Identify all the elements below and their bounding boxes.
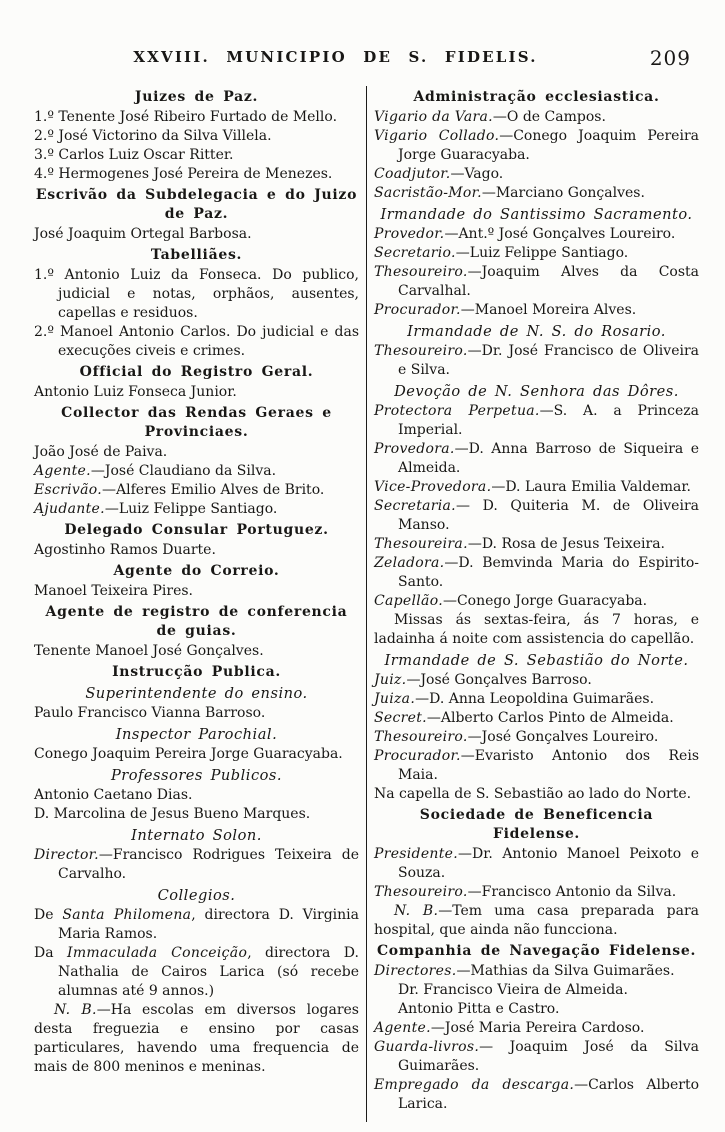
- entry-text: 1.º Antonio Luiz da Fonseca. Do publico, judicial e notas, orphãos, ausentes, capellas e residuos.: [34, 267, 359, 321]
- entry-text: Internato Solon.: [131, 827, 262, 844]
- entry-text: —Ha escolas em diversos logares desta freguezia e ensino por casas particulares, havendo uma frequencia de mais de 800 meninos e meninas.: [34, 1002, 359, 1075]
- entry-role-label: Secret.: [374, 710, 427, 726]
- entry-text: Professores Publicos.: [110, 767, 283, 784]
- entry-line: [34, 266, 359, 323]
- entry-line: [374, 671, 699, 690]
- entry-text: —Manoel Moreira Alves.: [460, 302, 637, 318]
- subsection-heading: [34, 766, 359, 785]
- section-heading: [34, 246, 359, 265]
- entry-role-label: Vigario Collado.: [374, 128, 500, 144]
- entry-text: —D. Anna Leopoldina Guimarães.: [415, 691, 655, 707]
- entry-line: [374, 1076, 699, 1114]
- entry-text: D. Marcolina de Jesus Bueno Marques.: [34, 806, 311, 822]
- entry-text: Antonio Pitta e Castro.: [398, 1001, 560, 1017]
- entry-text: —Mathias da Silva Guimarães.: [456, 963, 675, 979]
- column-right column-divider: [366, 86, 699, 1122]
- entry-text: —Conego Jorge Guaracyaba.: [442, 593, 648, 609]
- entry-line: [34, 642, 359, 661]
- column-left: [34, 86, 366, 1122]
- entry-role-label: Thesoureiro.: [374, 884, 468, 900]
- entry-role-label: Directores.: [374, 963, 457, 979]
- entry-role-label: Capellão.: [374, 593, 443, 609]
- entry-role-label: Vice-Provedora.: [374, 479, 492, 495]
- section-heading: [34, 404, 359, 442]
- entry-text: —Alferes Emilio Alves de Brito.: [102, 482, 325, 498]
- entry-text: Irmandade do Santissimo Sacramento.: [380, 206, 693, 223]
- entry-line: [374, 342, 699, 380]
- subsection-heading: [374, 322, 699, 341]
- entry-line: [34, 481, 359, 500]
- section-heading: [374, 806, 699, 844]
- entry-role-label: Thesoureiro.: [374, 343, 468, 359]
- section-heading: [34, 88, 359, 107]
- entry-text: Tenente Manoel José Gonçalves.: [34, 643, 264, 659]
- entry-line: [374, 981, 699, 1000]
- section-heading: [374, 942, 699, 961]
- entry-role-label: Ajudante.: [34, 501, 105, 517]
- entry-text: Agente de registro de conferencia de guias.: [45, 604, 348, 639]
- entry-role-label: Secretario.: [374, 245, 456, 261]
- entry-role-label: Juiz.: [374, 672, 407, 688]
- entry-text: Agente do Correio.: [113, 563, 280, 579]
- entry-line: [34, 944, 359, 1001]
- entry-line: [374, 263, 699, 301]
- entry-line: [374, 497, 699, 535]
- entry-line: [34, 165, 359, 184]
- entry-text: , directora D. Nathalia de Cairos Larica (só recebe alumnas até 9 annos.): [58, 945, 359, 999]
- entry-line: [374, 478, 699, 497]
- entry-line: [374, 611, 699, 649]
- entry-text: Conego Joaquim Pereira Jorge Guaracyaba.: [34, 746, 343, 762]
- entry-text: —D. Rosa de Jesus Teixeira.: [467, 536, 665, 552]
- entry-role-label: Secretaria.: [374, 498, 456, 514]
- entry-role-label: Provedora.: [374, 441, 455, 457]
- subsection-heading: [34, 886, 359, 905]
- entry-line: [34, 146, 359, 165]
- entry-line: [374, 592, 699, 611]
- entry-text: —José Claudiano da Silva.: [90, 463, 277, 479]
- entry-role-label: Presidente.: [374, 846, 458, 862]
- entry-line: [374, 440, 699, 478]
- entry-text: —José Maria Pereira Cardoso.: [430, 1020, 645, 1036]
- page-title: XXVIII. MUNICIPIO DE S. FIDELIS.: [133, 48, 538, 66]
- entry-line: [374, 301, 699, 320]
- entry-line: [34, 582, 359, 601]
- entry-text: —Dr. José Francisco de Oliveira e Silva.: [398, 343, 699, 378]
- entry-text: Paulo Francisco Vianna Barroso.: [34, 705, 266, 721]
- entry-line: [34, 108, 359, 127]
- entry-text: Escrivão da Subdelegacia e do Juizo de Paz.: [35, 187, 358, 222]
- entry-text: —Tem uma casa preparada para hospital, que ainda não funcciona.: [374, 903, 699, 938]
- entry-text: —José Gonçalves Barroso.: [406, 672, 592, 688]
- two-column-body: [34, 86, 699, 1122]
- entry-line: [374, 728, 699, 747]
- entry-role-label: Director.: [34, 847, 99, 863]
- subsection-heading: [34, 684, 359, 703]
- entry-role-label: Santa Philomena: [62, 907, 192, 923]
- entry-text: —Alberto Carlos Pinto de Almeida.: [426, 710, 674, 726]
- entry-text: —Francisco Antonio da Silva.: [467, 884, 677, 900]
- entry-line: [374, 184, 699, 203]
- entry-text: Irmandade de S. Sebastião do Norte.: [384, 652, 689, 669]
- entry-line: [34, 846, 359, 884]
- entry-line: [34, 323, 359, 361]
- entry-text: —Conego Joaquim Pereira Jorge Guaracyaba.: [398, 128, 699, 163]
- entry-text: , directora D. Virginia Maria Ramos.: [58, 907, 359, 942]
- entry-line: [374, 962, 699, 981]
- entry-text: —O de Campos.: [492, 109, 606, 125]
- entry-text: 3.º Carlos Luiz Oscar Ritter.: [34, 147, 234, 163]
- section-heading: [34, 186, 359, 224]
- entry-text: Juizes de Paz.: [134, 89, 259, 105]
- entry-line: [34, 127, 359, 146]
- entry-text: Administração ecclesiastica.: [413, 89, 660, 105]
- entry-text: —Luiz Felippe Santiago.: [455, 245, 629, 261]
- entry-text: Superintendente do ensino.: [85, 685, 308, 702]
- entry-text: 4.º Hermogenes José Pereira de Menezes.: [34, 166, 333, 182]
- entry-line: [34, 383, 359, 402]
- entry-text: Antonio Luiz Fonseca Junior.: [34, 384, 237, 400]
- entry-line: [374, 709, 699, 728]
- entry-line: [374, 244, 699, 263]
- entry-role-label: Coadjutor.: [374, 166, 451, 182]
- entry-text: —Dr. Antonio Manoel Peixoto e Souza.: [398, 846, 699, 881]
- entry-text: 1.º Tenente José Ribeiro Furtado de Mello.: [34, 109, 338, 125]
- section-heading: [34, 562, 359, 581]
- entry-line: [374, 535, 699, 554]
- entry-role-label: Thesoureiro.: [374, 729, 468, 745]
- entry-text: Devoção de N. Senhora das Dôres.: [394, 383, 679, 400]
- section-heading: [34, 521, 359, 540]
- entry-role-label: Vigario da Vara.: [374, 109, 493, 125]
- entry-line: [374, 108, 699, 127]
- entry-text: —Vago.: [450, 166, 504, 182]
- entry-text: Antonio Caetano Dias.: [34, 787, 193, 803]
- entry-text: Irmandade de N. S. do Rosario.: [407, 323, 666, 340]
- entry-text: —D. Anna Barroso de Siqueira e Almeida.: [398, 441, 699, 476]
- entry-role-label: Zeladora.: [374, 555, 445, 571]
- entry-role-label: Sacristão-Mor.: [374, 185, 482, 201]
- entry-text: —Joaquim Alves da Costa Carvalhal.: [398, 264, 699, 299]
- entry-line: [34, 225, 359, 244]
- entry-text: Collector das Rendas Geraes e Provinciaes.: [61, 405, 332, 440]
- entry-text: Da: [34, 945, 67, 961]
- entry-text: Na capella de S. Sebastião ao lado do Norte.: [374, 786, 692, 802]
- entry-text: —Francisco Rodrigues Teixeira de Carvalho.: [58, 847, 359, 882]
- entry-line: [374, 402, 699, 440]
- entry-text: Dr. Francisco Vieira de Almeida.: [398, 982, 628, 998]
- entry-line: [374, 1019, 699, 1038]
- section-heading: [374, 88, 699, 107]
- entry-text: 2.º Manoel Antonio Carlos. Do judicial e das execuções civeis e crimes.: [34, 324, 359, 359]
- entry-line: [374, 225, 699, 244]
- entry-text: Inspector Parochial.: [115, 726, 278, 743]
- entry-line: [34, 906, 359, 944]
- entry-line: [374, 1038, 699, 1076]
- entry-text: — D. Quiteria M. de Oliveira Manso.: [398, 498, 699, 533]
- entry-line: [374, 165, 699, 184]
- entry-role-label: Protectora Perpetua.: [374, 403, 540, 419]
- entry-line: [34, 745, 359, 764]
- entry-text: Delegado Consular Portuguez.: [64, 522, 329, 538]
- section-heading: [34, 363, 359, 382]
- entry-role-label: Escrivão.: [34, 482, 103, 498]
- page-number: 209: [649, 46, 691, 70]
- entry-line: [34, 500, 359, 519]
- entry-role-label: N. B.: [54, 1002, 97, 1018]
- entry-line: [34, 786, 359, 805]
- entry-role-label: Thesoureiro.: [374, 264, 468, 280]
- subsection-heading: [374, 651, 699, 670]
- entry-text: Sociedade de Beneficencia Fidelense.: [419, 807, 654, 842]
- entry-text: —D. Bemvinda Maria do Espirito-Santo.: [398, 555, 699, 590]
- entry-line: [374, 747, 699, 785]
- entry-text: —Marciano Gonçalves.: [481, 185, 645, 201]
- entry-role-label: Thesoureira.: [374, 536, 468, 552]
- subsection-heading: [374, 205, 699, 224]
- entry-role-label: N. B.: [394, 903, 439, 919]
- entry-text: —S. A. a Princeza Imperial.: [398, 403, 699, 438]
- entry-line: [374, 883, 699, 902]
- section-heading: [34, 663, 359, 682]
- entry-line: [34, 443, 359, 462]
- entry-line: [34, 541, 359, 560]
- entry-text: —Ant.º José Gonçalves Loureiro.: [444, 226, 676, 242]
- entry-role-label: Agente.: [374, 1020, 431, 1036]
- entry-text: Official do Registro Geral.: [79, 364, 314, 380]
- entry-text: Agostinho Ramos Duarte.: [34, 542, 216, 558]
- entry-line: [374, 127, 699, 165]
- entry-text: Manoel Teixeira Pires.: [34, 583, 194, 599]
- entry-role-label: Procurador.: [374, 748, 461, 764]
- page-header: [34, 48, 697, 74]
- entry-text: João José de Paiva.: [34, 444, 168, 460]
- entry-text: Missas ás sextas-feira, ás 7 horas, e ladainha á noite com assistencia do capellão.: [374, 612, 699, 647]
- entry-line: [374, 902, 699, 940]
- entry-role-label: Immaculada Conceição: [66, 945, 248, 961]
- entry-line: [374, 845, 699, 883]
- entry-role-label: Procurador.: [374, 302, 461, 318]
- entry-role-label: Guarda-livros.: [374, 1039, 480, 1055]
- entry-line: [374, 690, 699, 709]
- entry-line: [34, 805, 359, 824]
- entry-text: Instrucção Publica.: [112, 664, 281, 680]
- entry-line: [34, 462, 359, 481]
- entry-text: Companhia de Navegação Fidelense.: [376, 943, 697, 959]
- entry-text: 2.º José Victorino da Silva Villela.: [34, 128, 272, 144]
- entry-role-label: Juiza.: [374, 691, 416, 707]
- subsection-heading: [34, 725, 359, 744]
- subsection-heading: [34, 826, 359, 845]
- entry-text: —Evaristo Antonio dos Reis Maia.: [398, 748, 699, 783]
- entry-text: De: [34, 907, 63, 923]
- entry-line: [374, 785, 699, 804]
- entry-role-label: Agente.: [34, 463, 91, 479]
- entry-role-label: Empregado da descarga.: [374, 1077, 575, 1093]
- entry-line: [374, 554, 699, 592]
- entry-text: —Carlos Alberto Larica.: [398, 1077, 700, 1112]
- entry-line: [34, 1001, 359, 1077]
- entry-line: [34, 704, 359, 723]
- entry-text: José Joaquim Ortegal Barbosa.: [34, 226, 252, 242]
- entry-text: —José Gonçalves Loureiro.: [467, 729, 659, 745]
- entry-line: [374, 1000, 699, 1019]
- entry-text: Collegios.: [157, 887, 236, 904]
- entry-text: — Joaquim José da Silva Guimarães.: [398, 1039, 699, 1074]
- subsection-heading: [374, 382, 699, 401]
- entry-text: Tabelliães.: [150, 247, 243, 263]
- section-heading: [34, 603, 359, 641]
- entry-role-label: Provedor.: [374, 226, 445, 242]
- entry-text: —D. Laura Emilia Valdemar.: [491, 479, 691, 495]
- entry-text: —Luiz Felippe Santiago.: [104, 501, 278, 517]
